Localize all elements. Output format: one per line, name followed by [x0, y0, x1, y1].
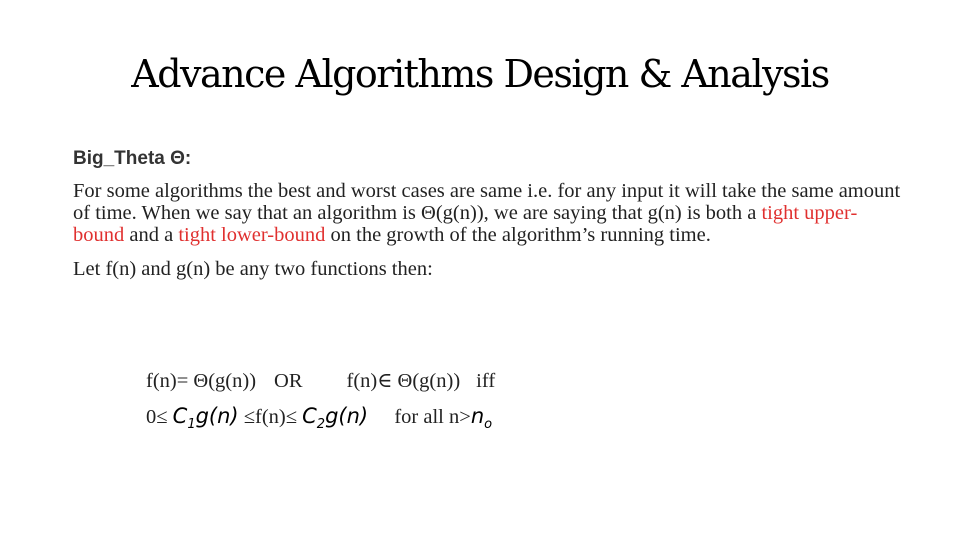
tight-lower-bound-highlight: tight lower-bound — [178, 224, 326, 246]
inequality-zero: 0≤ — [146, 406, 168, 428]
constant-c1: $C_1g(n)$ — [172, 404, 239, 433]
paragraph-text-2: and a — [124, 224, 179, 246]
formula-or: OR — [274, 370, 303, 392]
slide-body — [73, 148, 903, 280]
bound-inequality-formula — [146, 404, 492, 432]
functions-paragraph: Let f(n) and g(n) be any two functions then: — [73, 258, 433, 280]
section-heading: Big_Theta Θ: — [73, 148, 192, 169]
formula-iff: iff — [476, 370, 496, 392]
slide-title: Advance Algorithms Design & Analysis — [131, 52, 829, 96]
n-naught: $n_o$ — [470, 404, 493, 433]
paragraph-text-3: on the growth of the algorithm’s running time. — [325, 224, 711, 246]
theta-notation-formula — [146, 368, 495, 393]
constant-c2: $C_2g(n)$ — [302, 404, 369, 433]
definition-paragraph — [73, 180, 903, 246]
paragraph-text-1: For some algorithms the best and worst cases are same i.e. for any input it will take the same amount of time. When we say that an algorithm is Θ(g(n)), we are saying that g(n) is both a — [73, 180, 901, 224]
tight-upper-bound-highlight: tight upper-bound — [73, 202, 858, 246]
for-all-condition: for all n> — [394, 406, 471, 428]
inequality-middle: ≤f(n)≤ — [243, 406, 297, 428]
formula-rhs: f(n)∈ Θ(g(n)) — [346, 370, 461, 392]
formula-lhs: f(n)= Θ(g(n)) — [146, 370, 257, 392]
